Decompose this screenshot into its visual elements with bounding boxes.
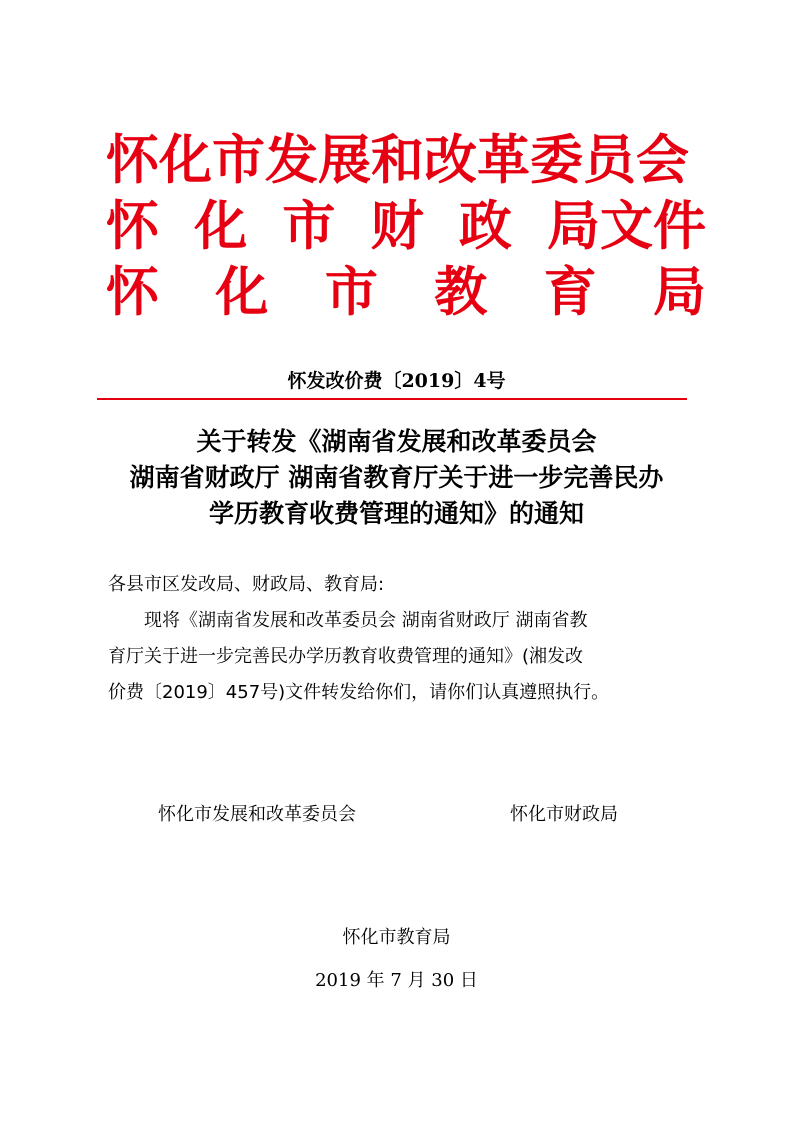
header-char: 教 xyxy=(434,262,488,323)
header-char: 化 xyxy=(194,196,248,257)
header-char: 化 xyxy=(215,262,269,323)
document-title xyxy=(0,424,793,532)
header-line-3 xyxy=(106,260,706,326)
signature-ndrc: 怀化市发展和改革委员会 xyxy=(158,804,356,825)
signature-education: 怀化市教育局 xyxy=(342,927,451,948)
header-char: 政 xyxy=(458,196,512,257)
title-line: 关于转发《湖南省发展和改革委员会 xyxy=(196,427,597,456)
header-char: 怀 xyxy=(106,196,159,257)
title-line: 学历教育收费管理的通知》的通知 xyxy=(208,499,584,528)
issue-date: 2019 年 7 月 30 日 xyxy=(315,970,478,991)
header-char: 财 xyxy=(370,196,424,257)
header-line-2 xyxy=(106,194,706,260)
body-line: 现将《湖南省发展和改革委员会 湖南省财政厅 湖南省教 xyxy=(144,610,588,631)
header-line-1-text: 怀化市发展和改革委员会 xyxy=(106,130,689,191)
body-line: 育厅关于进一步完善民办学历教育收费管理的通知》(湘发改 xyxy=(108,646,584,667)
salutation: 各县市区发改局、财政局、教育局: xyxy=(108,574,385,595)
signature-finance: 怀化市财政局 xyxy=(510,804,618,825)
document-number: 怀发改价费〔2019〕4号 xyxy=(287,370,506,392)
title-line: 湖南省财政厅 湖南省教育厅关于进一步完善民办 xyxy=(129,463,664,492)
issuer-header xyxy=(106,128,706,326)
header-char: 怀 xyxy=(106,262,159,323)
document-body xyxy=(108,567,688,711)
header-char: 育 xyxy=(543,262,597,323)
body-line: 价费〔2019〕457号)文件转发给你们，请你们认真遵照执行。 xyxy=(108,682,610,703)
header-char: 局 xyxy=(653,262,707,323)
header-line-1 xyxy=(106,128,706,194)
header-char: 市 xyxy=(282,196,336,257)
header-char: 市 xyxy=(324,262,378,323)
header-char: 局文件 xyxy=(547,196,707,257)
header-divider xyxy=(97,398,687,400)
